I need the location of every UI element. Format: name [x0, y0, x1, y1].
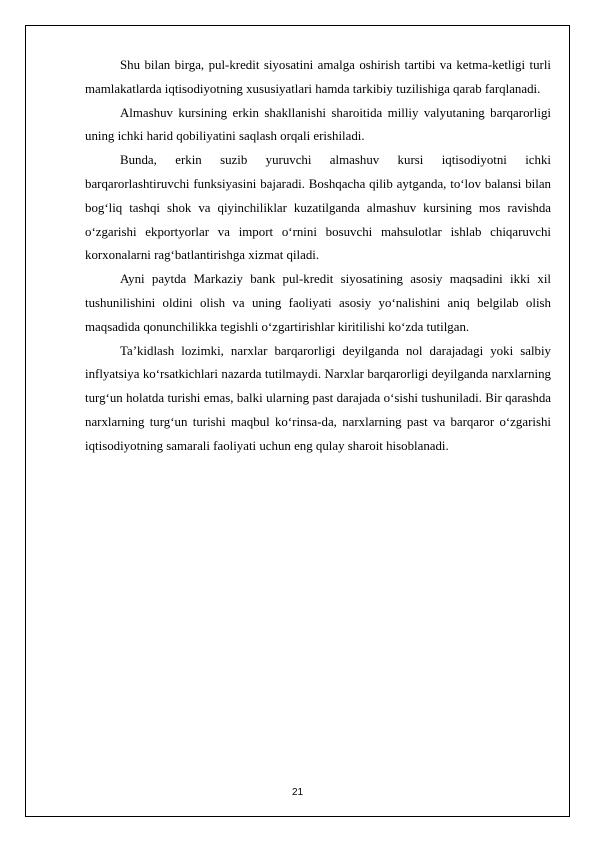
document-body — [85, 54, 551, 459]
paragraph-4: Ayni paytda Markaziy bank pul-kredit siyosatining asosiy maqsadini ikki xil tushunilishini oldini olish va uning faoliyati asosiy yo‘nalishini aniq belgilab olish maqsadida qonunchilikka tegishli o‘zgartirishlar kiritilishi ko‘zda tutilgan. — [85, 272, 551, 334]
paragraph-1: Shu bilan birga, pul-kredit siyosatini amalga oshirish tartibi va ketma-ketligi turli mamlakatlarda iqtisodiyotning xususiyatlari hamda tarkibiy tuzilishiga qarab farqlanadi. — [85, 58, 551, 96]
paragraph-2: Almashuv kursining erkin shakllanishi sharoitida milliy valyutaning barqarorligi uning ichki harid qobiliyatini saqlash orqali erishiladi. — [85, 105, 551, 144]
paragraph-5: Ta’kidlash lozimki, narxlar barqarorligi deyilganda nol darajadagi yoki salbiy inflyatsiya ko‘rsatkichlari nazarda tutilmaydi. Narxlar barqarorligi deyilganda narxlarning turg‘un holatda turishi emas, balki ularning past darajada o‘sishi tushuniladi. Bir qarashda narxlarning turg‘un turishi maqbul ko‘rinsa-da, narxlarning past va barqaror o‘zgarishi iqtisodiyotning samarali faoliyati uchun eng qulay sharoit hisoblanadi. — [85, 343, 551, 453]
page-number: 21 — [291, 787, 304, 798]
paragraph-3: Bunda, erkin suzib yuruvchi almashuv kursi iqtisodiyotni ichki barqarorlashtiruvchi funksiyasini bajaradi. Boshqacha qilib aytganda, to‘lov balansi bilan bog‘liq tashqi shok va qiyinchiliklar kuzatilganda almashuv kursining mos ravishda o‘zgarishi ekportyorlar va import o‘rnini bosuvchi mahsulotlar ishlab chiqaruvchi korxonalarni rag‘batlantirishga xizmat qiladi. — [85, 153, 551, 263]
